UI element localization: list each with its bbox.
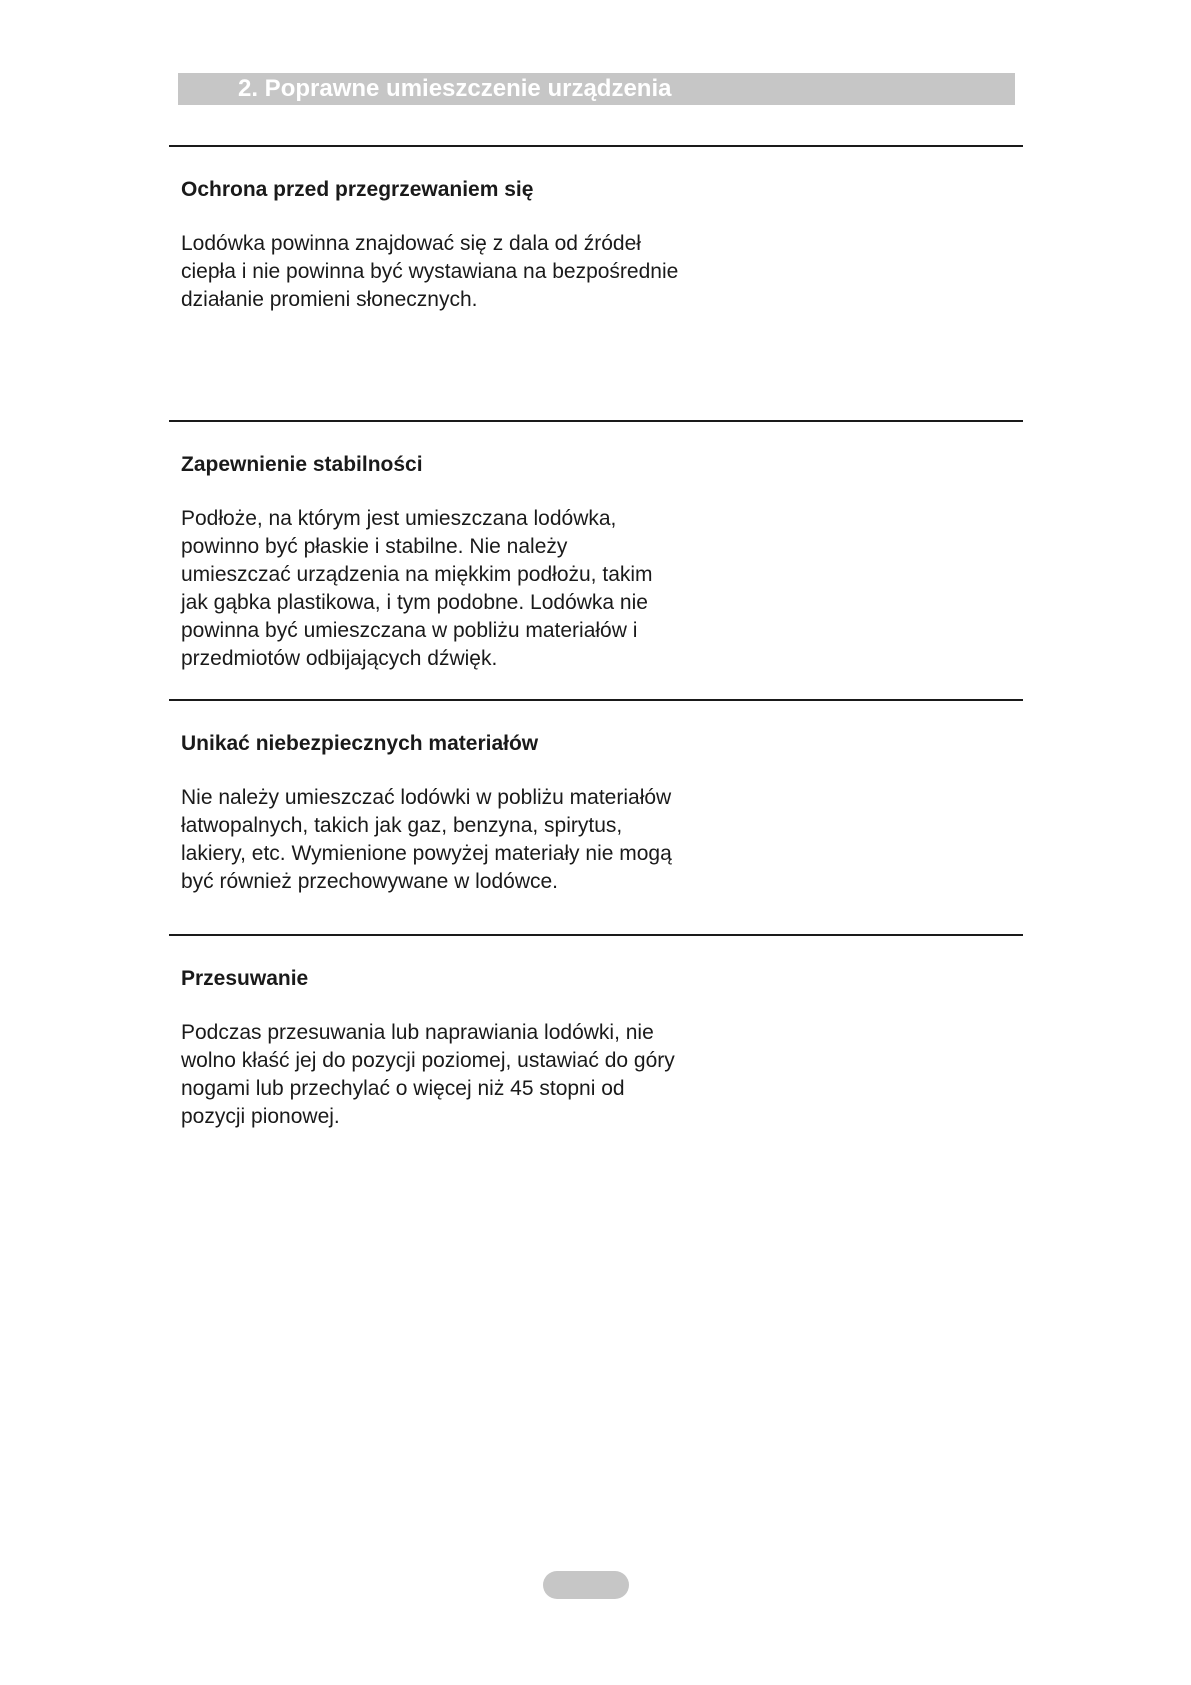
section-header-bar (178, 73, 1015, 105)
body-line: wolno kłaść jej do pozycji poziomej, ustawiać do góry (181, 1049, 675, 1072)
section-heading: Zapewnienie stabilności (181, 453, 423, 476)
body-line: powinna być umieszczana w pobliżu materiałów i (181, 619, 638, 642)
section-heading: Unikać niebezpiecznych materiałów (181, 732, 539, 755)
body-line: łatwopalnych, takich jak gaz, benzyna, spirytus, (181, 814, 623, 837)
body-line: działanie promieni słonecznych. (181, 288, 478, 311)
body-line: pozycji pionowej. (181, 1105, 340, 1128)
body-line: jak gąbka plastikowa, i tym podobne. Lodówka nie (181, 591, 648, 614)
body-line: umieszczać urządzenia na miękkim podłożu, takim (181, 563, 653, 586)
section-body (181, 784, 781, 896)
body-line: powinno być płaskie i stabilne. Nie należy (181, 535, 568, 558)
body-line: lakiery, etc. Wymienione powyżej materiały nie mogą (181, 842, 672, 865)
body-line: Podczas przesuwania lub naprawiania lodówki, nie (181, 1021, 654, 1044)
section-body (181, 230, 781, 314)
body-line: Lodówka powinna znajdować się z dala od źródeł (181, 232, 641, 255)
body-line: przedmiotów odbijających dźwięk. (181, 647, 498, 670)
body-line: nogami lub przechylać o więcej niż 45 stopni od (181, 1077, 625, 1100)
page-title: 2. Poprawne umieszczenie urządzenia (238, 75, 672, 102)
section-divider (169, 145, 1023, 147)
section-body (181, 1019, 781, 1131)
section-heading: Ochrona przed przegrzewaniem się (181, 178, 534, 201)
page-number-pill (543, 1571, 629, 1599)
body-line: Podłoże, na którym jest umieszczana lodówka, (181, 507, 617, 530)
body-line: być również przechowywane w lodówce. (181, 870, 559, 893)
section-divider (169, 420, 1023, 422)
section-divider (169, 934, 1023, 936)
section-heading: Przesuwanie (181, 967, 309, 990)
section-body (181, 505, 781, 673)
section-divider (169, 699, 1023, 701)
body-line: ciepła i nie powinna być wystawiana na bezpośrednie (181, 260, 679, 283)
body-line: Nie należy umieszczać lodówki w pobliżu materiałów (181, 786, 672, 809)
